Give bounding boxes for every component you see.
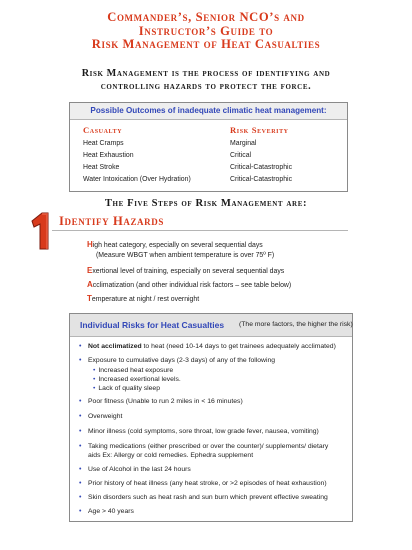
risks-header-note: (The more factors, the higher the risk) — [239, 321, 353, 328]
hazard-item: High heat category, especially on several sequential days — [87, 240, 263, 249]
bullet-icon: • — [79, 508, 82, 515]
risk-item: Overweight — [88, 413, 123, 420]
risk-item: Use of Alcohol in the last 24 hours — [88, 466, 191, 473]
bullet-icon: • — [79, 428, 82, 435]
risk-item: Skin disorders such as heat rash and sun burn which prevent effective sweating — [88, 494, 328, 501]
severity-column-header: Risk Severity — [230, 125, 289, 135]
severity-cell: Critical-Catastrophic — [230, 164, 293, 171]
outcomes-header: Possible Outcomes of inadequate climatic heat management: — [70, 103, 347, 120]
risk-sub-item: • Increased heat exposure — [93, 367, 174, 374]
severity-cell: Critical-Catastrophic — [230, 176, 293, 183]
bullet-icon: • — [79, 443, 82, 450]
casualty-column-header: Casualty — [83, 125, 123, 135]
hazard-item-note: (Measure WBGT when ambient temperature is over 75º F) — [96, 252, 275, 259]
casualty-cell: Heat Stroke — [83, 164, 120, 171]
risk-item: Exposure to cumulative days (2-3 days) of any of the following — [88, 357, 276, 364]
risk-item: Poor fitness (Unable to run 2 miles in < 16 minutes) — [88, 398, 243, 405]
risk-sub-item: • Increased exertional levels. — [93, 376, 181, 383]
title-line-2: Instructor’s Guide to — [138, 23, 274, 38]
casualty-cell: Water Intoxication (Over Hydration) — [83, 176, 191, 183]
bullet-icon: • — [79, 343, 82, 350]
hazard-item: Temperature at night / rest overnight — [87, 294, 200, 303]
document-title — [0, 11, 412, 52]
risks-header-title: Individual Risks for Heat Casualties — [80, 320, 225, 330]
individual-risks-box — [69, 313, 353, 522]
bullet-icon: • — [79, 413, 82, 420]
risk-item-continued: aids Ex: Allergy or cold remedies. Ephedra supplement — [88, 452, 254, 459]
bullet-icon: • — [79, 398, 82, 405]
severity-cell: Marginal — [230, 140, 257, 147]
risk-item: Age > 40 years — [88, 508, 134, 515]
casualty-cell: Heat Exhaustion — [83, 152, 134, 159]
bullet-icon: • — [79, 466, 82, 473]
risk-item: Not acclimatized to heat (need 10-14 days to get trainees adequately acclimated) — [88, 343, 336, 350]
title-line-3: Risk Management of Heat Casualties — [91, 37, 321, 51]
bullet-icon: • — [79, 494, 82, 501]
intro-statement — [0, 68, 412, 93]
five-steps-heading: The Five Steps of Risk Management are: — [104, 198, 308, 209]
outcomes-box — [69, 102, 348, 192]
intro-line-2: controlling hazards to protect the force. — [100, 80, 312, 92]
step-title-rule — [52, 230, 348, 231]
risk-item: Minor illness (cold symptoms, sore throat, low grade fever, nausea, vomiting) — [88, 428, 319, 435]
intro-line-1: Risk Management is the process of identifying and — [81, 68, 331, 79]
bullet-icon: • — [79, 357, 82, 364]
risk-sub-item: • Lack of quality sleep — [93, 385, 160, 392]
risk-item: Prior history of heat illness (any heat stroke, or >2 episodes of heat exhaustion) — [88, 480, 327, 487]
title-line-1: Commander’s, Senior NCO’s and — [107, 10, 305, 24]
risks-header — [70, 314, 352, 337]
casualty-cell: Heat Cramps — [83, 140, 124, 147]
severity-cell: Critical — [230, 152, 252, 159]
risk-item: Taking medications (either prescribed or over the counter)/ supplements/ dietary — [88, 443, 329, 450]
hazard-item: Exertional level of training, especially on several sequential days — [87, 266, 285, 275]
bullet-icon: • — [79, 480, 82, 487]
hazard-item: Acclimatization (and other individual risk factors – see table below) — [87, 280, 292, 289]
step-title: Identify Hazards — [59, 214, 164, 228]
step-number-1 — [29, 212, 49, 250]
